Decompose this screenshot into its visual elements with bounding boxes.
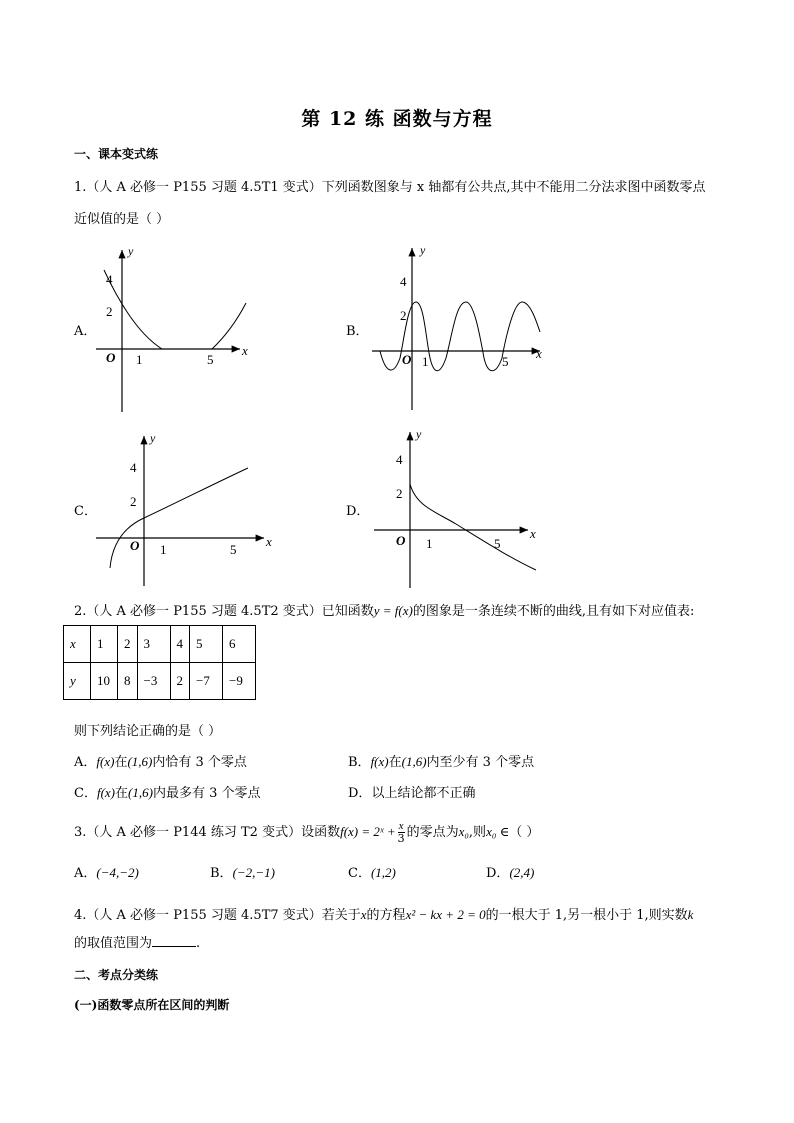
curve-c (110, 468, 248, 568)
page-title: 第 12 练 函数与方程 (301, 108, 493, 130)
x-label: x (536, 346, 542, 361)
graph-a-label: A． (74, 324, 97, 339)
q4-var-k: k (687, 907, 694, 922)
option-mid: 在 (115, 786, 129, 801)
tick-x-5: 5 (230, 542, 237, 557)
origin-label: O (402, 352, 412, 367)
tick-y-4: 4 (396, 452, 403, 467)
y-label: y (420, 243, 426, 257)
table-row-x (64, 626, 256, 663)
option-fx: f(x) (96, 754, 115, 769)
q2-option-d[interactable] (348, 782, 475, 801)
option-interval: (1,6) (401, 754, 427, 769)
q3-tail-b: ,则 (468, 825, 487, 840)
tick-x-5: 5 (502, 354, 509, 369)
tick-y-2: 2 (130, 494, 137, 509)
q3-intro: 3.（人 A 必修一 P144 练习 T2 变式）设函数 (74, 825, 341, 840)
option-value: (−4,−2) (96, 865, 139, 880)
option-fx: f(x) (370, 754, 389, 769)
x-label: x (242, 343, 248, 358)
option-label: B． (348, 755, 371, 770)
option-tail: 内恰有 3 个零点 (152, 755, 247, 770)
option-label: A． (74, 866, 97, 881)
tick-x-1: 1 (160, 542, 167, 557)
option-text: 以上结论都不正确 (371, 786, 476, 801)
option-value: (−2,−1) (232, 865, 276, 880)
value-table (63, 625, 256, 700)
tick-y-2: 2 (396, 486, 403, 501)
answer-blank[interactable] (152, 934, 196, 947)
q3-option-a[interactable] (74, 862, 139, 881)
table-cell: 8 (118, 663, 138, 700)
option-label: D． (486, 866, 510, 881)
q3-tail-a: 的零点为 (406, 825, 459, 840)
origin-label: O (106, 350, 116, 365)
option-value: (2,4) (509, 865, 535, 880)
table-cell: y (64, 663, 91, 700)
table-cell: 6 (223, 626, 256, 663)
option-label: C． (348, 866, 371, 881)
option-tail: 内最多有 3 个零点 (152, 786, 261, 801)
option-interval: (1,6) (127, 754, 153, 769)
q1-line2: 近似值的是（ ） (74, 212, 170, 227)
graph-b (368, 240, 558, 412)
tick-y-2: 2 (106, 304, 113, 319)
tick-x-5: 5 (494, 536, 501, 551)
option-label: B． (210, 866, 233, 881)
x-label: x (266, 534, 272, 549)
q3-x0: x₀ (458, 824, 469, 839)
table-cell: 2 (170, 663, 190, 700)
q3-function: f(x) = 2ˣ + (340, 824, 396, 839)
x-label: x (530, 526, 536, 541)
q1-line1: 1.（人 A 必修一 P155 习题 4.5T1 变式）下列函数图象与 x 轴都有公共点,其中不能用二分法求图中函数零点 (74, 180, 706, 195)
option-label: A． (74, 755, 97, 770)
tick-x-1: 1 (136, 352, 143, 367)
q4-var-x: x (360, 907, 367, 922)
y-label: y (416, 427, 422, 441)
q2-option-a[interactable] (74, 751, 247, 770)
option-tail: 内至少有 3 个零点 (426, 755, 535, 770)
q3-option-b[interactable] (210, 862, 275, 881)
q2-function: y = f(x) (373, 603, 413, 618)
q4-end: . (196, 936, 201, 951)
table-cell: 3 (137, 626, 170, 663)
section-heading-1: 一、课本变式练 (74, 147, 159, 161)
q4-intro: 4.（人 A 必修一 P155 习题 4.5T7 变式）若关于 (74, 908, 361, 923)
option-mid: 在 (114, 755, 128, 770)
table-cell: 1 (91, 626, 118, 663)
q2-intro (74, 600, 694, 619)
option-mid: 在 (388, 755, 402, 770)
fraction-numerator: x (398, 820, 404, 832)
q4-equation: x² − kx + 2 = 0 (405, 907, 486, 922)
curve-d (410, 484, 536, 570)
table-cell: −7 (190, 663, 223, 700)
tick-y-4: 4 (130, 460, 137, 475)
q4-line1 (74, 904, 693, 923)
tick-y-4: 4 (106, 272, 113, 287)
y-label: y (128, 244, 134, 258)
table-cell: 2 (118, 626, 138, 663)
table-cell: 10 (91, 663, 118, 700)
graph-b-label: B． (346, 324, 369, 339)
q3-option-d[interactable] (486, 862, 534, 881)
tick-y-4: 4 (400, 274, 407, 289)
q3-fraction (398, 820, 405, 845)
table-row-y (64, 663, 256, 700)
section-heading-2: 二、考点分类练 (74, 968, 159, 982)
table-cell: x (64, 626, 91, 663)
q4-tail: 的一根大于 1,另一根小于 1,则实数 (485, 908, 688, 923)
y-label: y (150, 431, 156, 445)
q4-line2 (74, 932, 200, 951)
q2-intro-tail: 的图象是一条连续不断的曲线,且有如下对应值表: (412, 604, 695, 619)
option-label: D． (348, 786, 372, 801)
tick-x-1: 1 (422, 354, 429, 369)
q4-line2-text: 的取值范围为 (74, 936, 153, 951)
tick-y-2: 2 (400, 308, 407, 323)
option-label: C． (74, 786, 97, 801)
graph-c (92, 428, 288, 590)
q4-mid: 的方程 (366, 908, 406, 923)
tick-x-5: 5 (207, 352, 214, 367)
q2-option-b[interactable] (348, 751, 534, 770)
graph-c-label: C． (74, 504, 97, 519)
table-cell: −9 (223, 663, 256, 700)
table-cell: 4 (170, 626, 190, 663)
graph-a (92, 240, 262, 420)
option-fx: f(x) (96, 785, 115, 800)
q3-paren: （ ） (509, 825, 540, 840)
q3-membership: x₀ ∈ (486, 824, 510, 839)
curve-a (104, 270, 246, 349)
q2-intro-text: 2.（人 A 必修一 P155 习题 4.5T2 变式）已知函数 (74, 604, 374, 619)
graph-d-label: D． (346, 504, 370, 519)
q2-ask: 则下列结论正确的是（ ） (74, 724, 222, 739)
fraction-denominator: 3 (397, 832, 405, 845)
table-cell: 5 (190, 626, 223, 663)
graph-d (372, 424, 552, 592)
option-value: (1,2) (370, 865, 396, 880)
table-cell: −3 (137, 663, 170, 700)
q3-question (74, 820, 539, 845)
origin-label: O (396, 533, 406, 548)
origin-label: O (130, 538, 140, 553)
subsection-heading-1: (一)函数零点所在区间的判断 (74, 998, 230, 1012)
tick-x-1: 1 (426, 536, 433, 551)
q3-option-c[interactable] (348, 862, 396, 881)
option-interval: (1,6) (128, 785, 153, 800)
q2-option-c[interactable] (74, 782, 260, 801)
